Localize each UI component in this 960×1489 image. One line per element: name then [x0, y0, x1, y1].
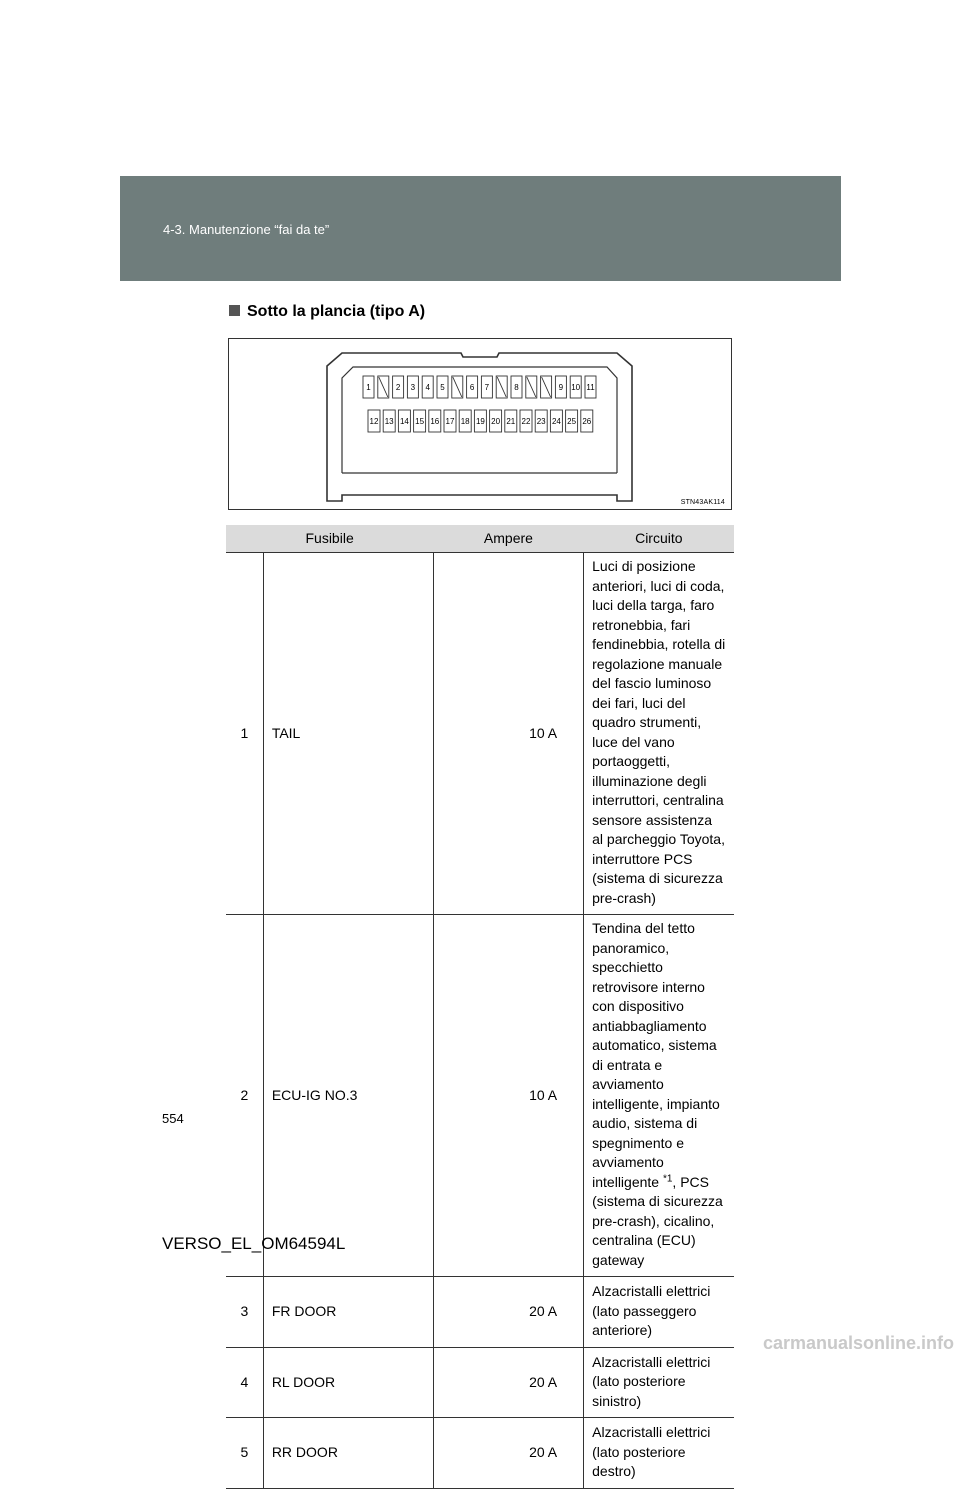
svg-text:11: 11 — [586, 383, 595, 392]
header-fusibile: Fusibile — [226, 525, 433, 553]
svg-text:10: 10 — [571, 383, 581, 392]
heading-text: Sotto la plancia (tipo A) — [247, 303, 426, 320]
fuse-circuit — [584, 915, 734, 1277]
fuse-slot — [555, 376, 566, 398]
empty-fuse-slot — [496, 376, 507, 398]
fuse-box-drawing — [229, 339, 731, 509]
circuit-line-2: (lato passeggero anteriore) — [592, 1302, 697, 1338]
fuse-name: RL DOOR — [263, 1347, 433, 1418]
fuse-ampere: 10 A — [433, 915, 583, 1277]
circuit-line-2: (lato posteriore destro) — [592, 1443, 686, 1479]
fuse-slot — [407, 376, 418, 398]
fuse-slot — [566, 410, 578, 432]
header-circuito: Circuito — [584, 525, 734, 553]
fuse-ampere: 20 A — [433, 1347, 583, 1418]
fuse-number: 1 — [226, 553, 263, 915]
fuse-slot — [437, 376, 448, 398]
svg-text:8: 8 — [514, 383, 519, 392]
page-number: 554 — [162, 1111, 184, 1126]
fuse-slot — [550, 410, 562, 432]
fuse-slot — [581, 410, 593, 432]
svg-text:21: 21 — [506, 417, 516, 426]
table-row — [226, 553, 734, 915]
fuse-name: ECU-IG NO.3 — [263, 915, 433, 1277]
section-label: 4-3. Manutenzione “fai da te” — [163, 222, 330, 237]
circuit-line-2: (lato posteriore sinistro) — [592, 1373, 686, 1409]
svg-text:24: 24 — [551, 417, 561, 426]
empty-fuse-slot — [452, 376, 463, 398]
fuse-circuit — [584, 1277, 734, 1348]
svg-text:19: 19 — [475, 417, 485, 426]
svg-text:12: 12 — [369, 417, 379, 426]
document-code: VERSO_EL_OM64594L — [162, 1234, 346, 1253]
svg-text:3: 3 — [410, 383, 416, 392]
svg-text:6: 6 — [469, 383, 475, 392]
empty-fuse-slot — [541, 376, 552, 398]
fuse-name: FR DOOR — [263, 1277, 433, 1348]
diagram-code: STN43AK114 — [680, 499, 725, 506]
svg-text:13: 13 — [384, 417, 394, 426]
fuse-ampere: 20 A — [433, 1418, 583, 1489]
footnote-marker: *1 — [662, 1172, 673, 1184]
fuse-slot — [490, 410, 502, 432]
fuse-slot — [459, 410, 471, 432]
fuse-slot — [505, 410, 517, 432]
table-row — [226, 1418, 734, 1489]
svg-text:23: 23 — [536, 417, 546, 426]
fuse-ampere: 10 A — [433, 553, 583, 915]
svg-text:22: 22 — [521, 417, 531, 426]
fuse-slot — [414, 410, 426, 432]
fuse-slot — [429, 410, 441, 432]
fuse-box-diagram — [228, 338, 732, 510]
fuse-name: TAIL — [263, 553, 433, 915]
fuse-number: 4 — [226, 1347, 263, 1418]
svg-text:7: 7 — [484, 383, 490, 392]
fuse-slot — [511, 376, 522, 398]
fuse-slot — [368, 410, 380, 432]
fuse-slot — [422, 376, 433, 398]
watermark: carmanualsonline.info — [762, 1333, 954, 1353]
fuse-slot — [398, 410, 410, 432]
fuse-slot — [585, 376, 596, 398]
svg-text:9: 9 — [558, 383, 564, 392]
fuse-circuit: Luci di posizione anteriori, luci di coda, luci della targa, faro retronebbia, fari fendinebbia, rotella di regolazione manuale del fascio luminoso dei fari, luci del quadro strumenti, luce del vano portaoggetti, illuminazione degli interruttori, centralina sensore assistenza al parcheggio Toyota, interruttore PCS (sistema di sicurezza pre-crash) — [584, 553, 734, 915]
header-ampere: Ampere — [433, 525, 583, 553]
section-heading — [229, 303, 425, 321]
fuse-circuit — [584, 1418, 734, 1489]
svg-text:16: 16 — [430, 417, 440, 426]
svg-text:20: 20 — [491, 417, 501, 426]
svg-text:18: 18 — [460, 417, 470, 426]
empty-fuse-slot — [378, 376, 389, 398]
fuse-table — [226, 525, 734, 1489]
fuse-number: 5 — [226, 1418, 263, 1489]
fuse-name: RR DOOR — [263, 1418, 433, 1489]
square-bullet-icon — [229, 305, 240, 316]
table-row — [226, 915, 734, 1277]
fuse-ampere: 20 A — [433, 1277, 583, 1348]
fuse-slot — [383, 410, 395, 432]
svg-text:17: 17 — [445, 417, 455, 426]
fuse-slot — [570, 376, 581, 398]
table-row — [226, 1277, 734, 1348]
fuse-slot — [363, 376, 374, 398]
svg-text:5: 5 — [440, 383, 445, 392]
fuse-number: 2 — [226, 915, 263, 1277]
circuit-text-part1: Tendina del tetto panoramico, specchietto retrovisore interno con dispositivo antiabbagliamento automatico, sistema di entrata e avviamento intelligente, impianto audio, sistema di spegnimento e avviamento intelligente — [592, 920, 720, 1190]
svg-text:1: 1 — [366, 383, 371, 392]
fuse-number: 3 — [226, 1277, 263, 1348]
fuse-slot — [481, 376, 492, 398]
svg-text:2: 2 — [395, 383, 401, 392]
table-header-row — [226, 525, 734, 553]
fuse-slot — [444, 410, 456, 432]
circuit-text-part2: , PCS (sistema di sicurezza pre-crash), cicalino, centralina (ECU) gateway — [592, 1173, 723, 1268]
svg-text:15: 15 — [415, 417, 425, 426]
fuse-slot — [535, 410, 547, 432]
circuit-line-1: Alzacristalli elettrici — [592, 1353, 711, 1370]
svg-text:26: 26 — [582, 417, 592, 426]
svg-text:14: 14 — [399, 417, 409, 426]
svg-text:25: 25 — [567, 417, 577, 426]
fuse-slot — [474, 410, 486, 432]
svg-text:4: 4 — [425, 383, 430, 392]
circuit-line-1: Alzacristalli elettrici — [592, 1283, 711, 1299]
circuit-line-1: Alzacristalli elettrici — [592, 1424, 711, 1440]
fuse-slot — [393, 376, 404, 398]
empty-fuse-slot — [526, 376, 537, 398]
fuse-slot — [520, 410, 532, 432]
fuse-slot — [467, 376, 478, 398]
